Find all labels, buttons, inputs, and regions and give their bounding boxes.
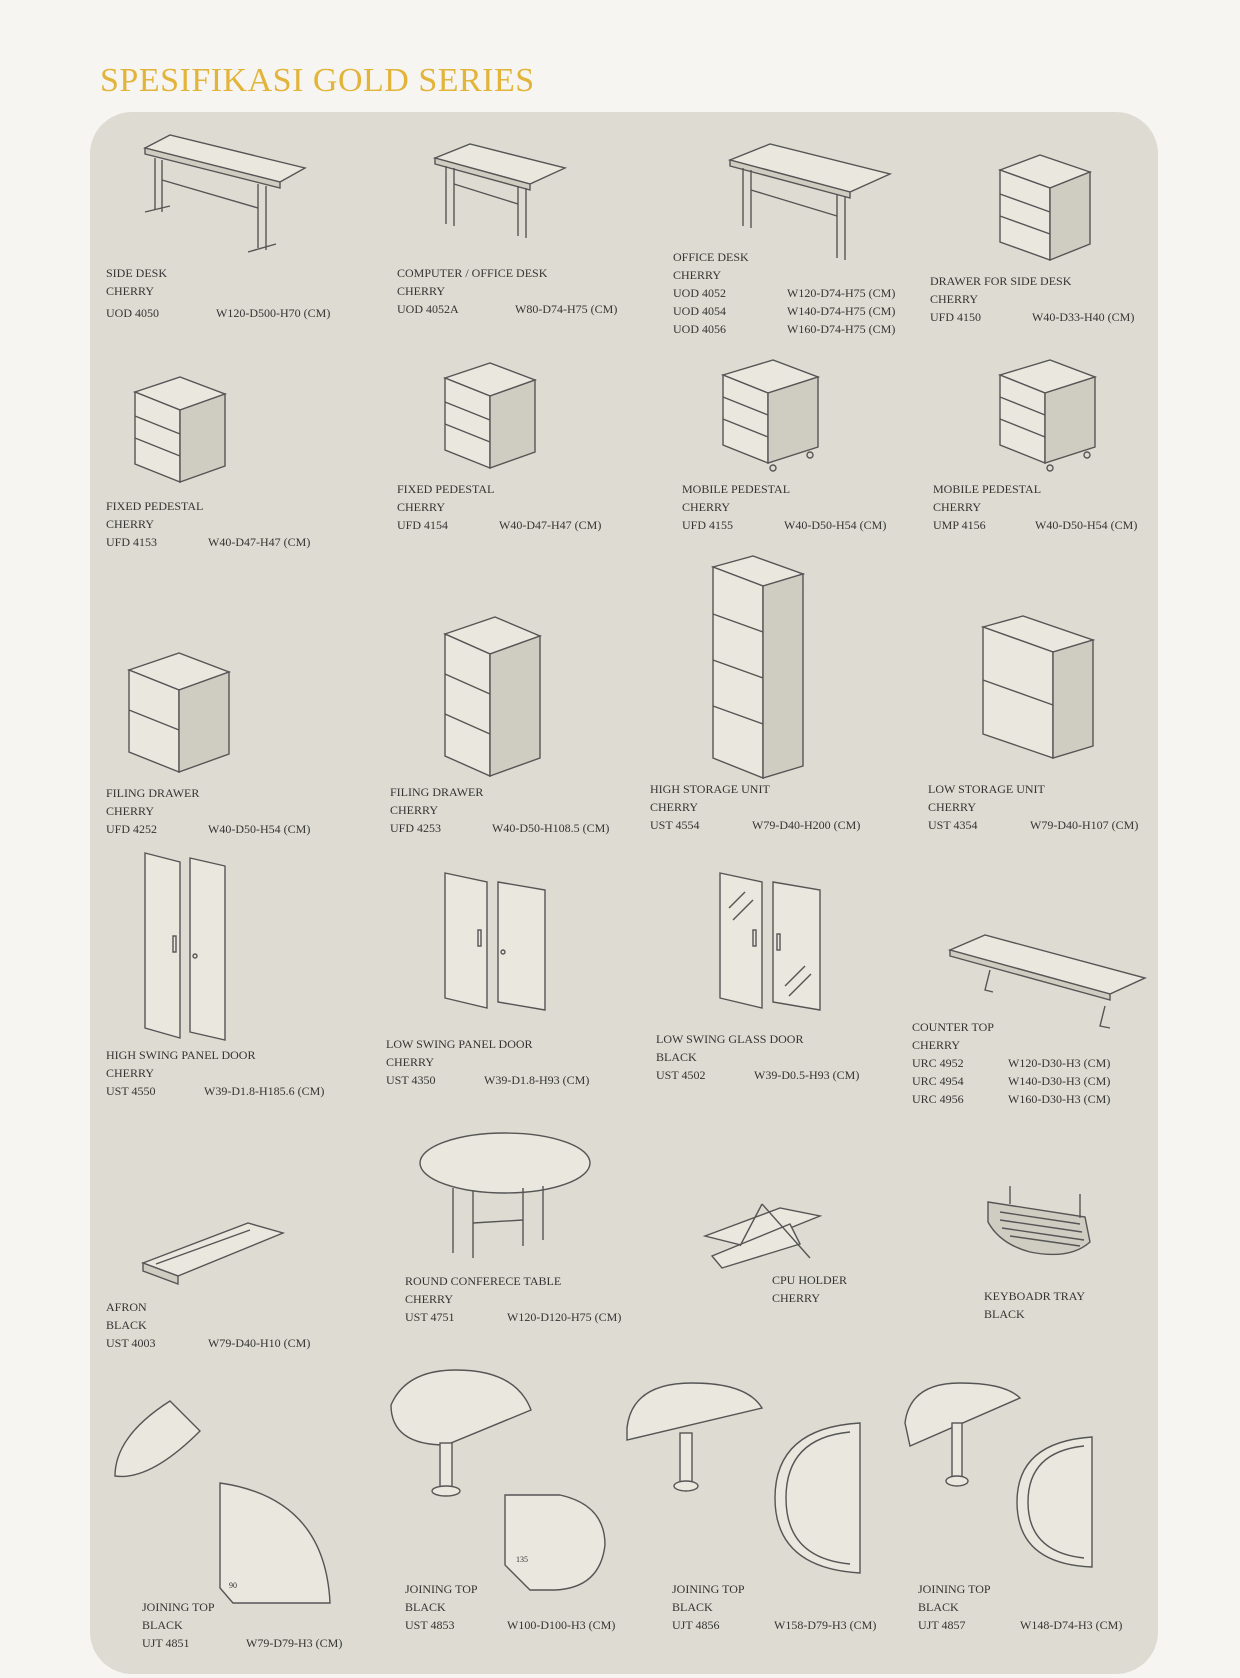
product-name: FIXED PEDESTAL <box>397 482 495 496</box>
product-dimensions: W40-D33-H40 (CM) <box>1032 310 1135 324</box>
product-dimensions: W39-D1.8-H185.6 (CM) <box>204 1084 325 1098</box>
product-code: UJT 4856 <box>672 1618 720 1632</box>
product-dimensions: W40-D47-H47 (CM) <box>499 518 602 532</box>
product-name: SIDE DESK <box>106 266 168 280</box>
product-finish: CHERRY <box>397 500 446 514</box>
product-finish: CHERRY <box>933 500 982 514</box>
product-caption <box>397 264 617 318</box>
product-finish: BLACK <box>672 1600 713 1614</box>
product-finish: CHERRY <box>650 800 699 814</box>
high-storage-unit-icon <box>708 552 808 782</box>
product-caption <box>106 1046 324 1100</box>
product-dimensions: W40-D50-H54 (CM) <box>1035 518 1138 532</box>
product-dimensions: W158-D79-H3 (CM) <box>774 1618 877 1632</box>
product-code: UFD 4155 <box>682 518 734 532</box>
joining-top-plan-icon <box>1012 1432 1097 1572</box>
product-dimensions: W40-D50-H54 (CM) <box>784 518 887 532</box>
product-name: ROUND CONFERECE TABLE <box>405 1274 562 1288</box>
product-finish: CHERRY <box>390 803 439 817</box>
product-code: UST 4502 <box>656 1068 706 1082</box>
product-caption <box>106 264 330 322</box>
product-code: UFD 4253 <box>390 821 442 835</box>
office-desk-icon <box>725 140 895 265</box>
side-drawer-icon <box>995 150 1095 265</box>
keyboard-tray-icon <box>980 1182 1110 1262</box>
joining-top-icon <box>386 1365 536 1500</box>
product-dimensions: W120-D30-H3 (CM) <box>1008 1056 1111 1070</box>
product-finish: BLACK <box>656 1050 697 1064</box>
cpu-holder-icon <box>700 1196 825 1271</box>
product-name: LOW STORAGE UNIT <box>928 782 1045 796</box>
product-caption <box>672 1580 876 1634</box>
product-caption <box>386 1035 589 1089</box>
product-caption <box>142 1598 342 1652</box>
product-finish: CHERRY <box>928 800 977 814</box>
product-finish: BLACK <box>106 1318 147 1332</box>
filing-drawer-icon <box>440 612 545 782</box>
product-name: DRAWER FOR SIDE DESK <box>930 274 1072 288</box>
product-code: UJT 4851 <box>142 1636 190 1650</box>
product-finish: CHERRY <box>673 268 722 282</box>
high-swing-door-icon <box>140 848 235 1043</box>
product-finish: CHERRY <box>397 284 446 298</box>
product-caption <box>405 1580 615 1634</box>
product-name: JOINING TOP <box>672 1582 745 1596</box>
product-name: FIXED PEDESTAL <box>106 499 204 513</box>
product-finish: CHERRY <box>106 517 155 531</box>
product-name: FILING DRAWER <box>390 785 484 799</box>
product-dimensions: W40-D47-H47 (CM) <box>208 535 311 549</box>
glass-door-icon <box>715 868 830 1013</box>
product-finish: CHERRY <box>106 804 155 818</box>
product-code: UJT 4857 <box>918 1618 966 1632</box>
angle-label: 90 <box>229 1581 237 1590</box>
product-dimensions: W79-D79-H3 (CM) <box>246 1636 343 1650</box>
angle-label: 135 <box>516 1555 528 1564</box>
joining-top-icon <box>110 1396 205 1486</box>
product-code: URC 4952 <box>912 1056 964 1070</box>
product-dimensions: W140-D30-H3 (CM) <box>1008 1074 1111 1088</box>
product-name: LOW SWING PANEL DOOR <box>386 1037 533 1051</box>
product-caption <box>912 1018 1110 1108</box>
product-finish: BLACK <box>984 1307 1025 1321</box>
mobile-pedestal-icon <box>718 355 823 475</box>
product-code: UFD 4150 <box>930 310 982 324</box>
product-name: FILING DRAWER <box>106 786 200 800</box>
product-name: COMPUTER / OFFICE DESK <box>397 266 548 280</box>
product-code: UOD 4052A <box>397 302 459 316</box>
product-name: AFRON <box>106 1300 147 1314</box>
product-name: JOINING TOP <box>918 1582 991 1596</box>
product-caption <box>673 248 895 338</box>
joining-top-plan-icon <box>770 1418 865 1578</box>
product-caption <box>682 480 886 534</box>
product-code: UST 4550 <box>106 1084 156 1098</box>
product-name: MOBILE PEDESTAL <box>682 482 791 496</box>
product-code: UOD 4054 <box>673 304 726 318</box>
side-desk-icon <box>140 130 310 260</box>
computer-desk-icon <box>430 140 570 240</box>
joining-top-icon <box>622 1378 767 1498</box>
product-name: HIGH STORAGE UNIT <box>650 782 770 796</box>
filing-drawer-icon <box>124 648 234 778</box>
product-finish: CHERRY <box>405 1292 454 1306</box>
product-code: UST 4853 <box>405 1618 455 1632</box>
round-table-icon <box>415 1128 595 1263</box>
page-title: SPESIFIKASI GOLD SERIES <box>100 62 535 99</box>
product-caption <box>650 780 860 834</box>
product-name: LOW SWING GLASS DOOR <box>656 1032 804 1046</box>
product-finish: CHERRY <box>772 1291 821 1305</box>
product-dimensions: W40-D50-H54 (CM) <box>208 822 311 836</box>
product-name: JOINING TOP <box>142 1600 215 1614</box>
product-code: UOD 4052 <box>673 286 726 300</box>
afron-icon <box>138 1218 288 1288</box>
fixed-pedestal-icon <box>440 358 540 473</box>
product-finish: BLACK <box>918 1600 959 1614</box>
product-finish: CHERRY <box>930 292 979 306</box>
counter-top-icon <box>945 930 1150 1030</box>
product-dimensions: W39-D1.8-H93 (CM) <box>484 1073 590 1087</box>
product-caption <box>928 780 1138 834</box>
product-finish: CHERRY <box>682 500 731 514</box>
product-code: UST 4554 <box>650 818 700 832</box>
product-name: CPU HOLDER <box>772 1273 848 1287</box>
product-caption <box>106 784 310 838</box>
product-name: COUNTER TOP <box>912 1020 994 1034</box>
joining-top-plan-icon <box>215 1478 335 1608</box>
product-dimensions: W39-D0.5-H93 (CM) <box>754 1068 860 1082</box>
product-dimensions: W79-D40-H10 (CM) <box>208 1336 311 1350</box>
product-dimensions: W160-D74-H75 (CM) <box>787 322 896 336</box>
product-name: JOINING TOP <box>405 1582 478 1596</box>
product-name: MOBILE PEDESTAL <box>933 482 1042 496</box>
product-code: UFD 4252 <box>106 822 158 836</box>
product-finish: CHERRY <box>106 1066 155 1080</box>
mobile-pedestal-icon <box>995 355 1100 475</box>
product-caption <box>397 480 601 534</box>
product-code: UFD 4153 <box>106 535 158 549</box>
product-code: UST 4751 <box>405 1310 455 1324</box>
low-storage-unit-icon <box>978 612 1098 762</box>
product-finish: BLACK <box>405 1600 446 1614</box>
product-dimensions: W40-D50-H108.5 (CM) <box>492 821 610 835</box>
product-dimensions: W160-D30-H3 (CM) <box>1008 1092 1111 1106</box>
product-dimensions: W120-D74-H75 (CM) <box>787 286 896 300</box>
product-code: UST 4354 <box>928 818 978 832</box>
product-caption <box>918 1580 1122 1634</box>
product-name: HIGH SWING PANEL DOOR <box>106 1048 256 1062</box>
product-code: UST 4350 <box>386 1073 436 1087</box>
product-dimensions: W79-D40-H107 (CM) <box>1030 818 1139 832</box>
product-finish: BLACK <box>142 1618 183 1632</box>
product-code: UFD 4154 <box>397 518 449 532</box>
low-swing-door-icon <box>440 868 555 1013</box>
product-dimensions: W120-D500-H70 (CM) <box>216 306 331 320</box>
product-caption <box>772 1271 847 1307</box>
product-dimensions: W148-D74-H3 (CM) <box>1020 1618 1123 1632</box>
product-dimensions: W79-D40-H200 (CM) <box>752 818 861 832</box>
product-dimensions: W80-D74-H75 (CM) <box>515 302 618 316</box>
product-name: OFFICE DESK <box>673 250 749 264</box>
product-dimensions: W120-D120-H75 (CM) <box>507 1310 622 1324</box>
product-code: UMP 4156 <box>933 518 986 532</box>
product-caption <box>405 1272 621 1326</box>
product-caption <box>930 272 1134 326</box>
product-dimensions: W140-D74-H75 (CM) <box>787 304 896 318</box>
product-caption <box>656 1030 859 1084</box>
product-code: URC 4954 <box>912 1074 964 1088</box>
product-finish: CHERRY <box>386 1055 435 1069</box>
product-finish: CHERRY <box>106 284 155 298</box>
product-dimensions: W100-D100-H3 (CM) <box>507 1618 616 1632</box>
product-code: UST 4003 <box>106 1336 156 1350</box>
product-name: KEYBOADR TRAY <box>984 1289 1086 1303</box>
product-caption <box>933 480 1137 534</box>
product-caption <box>106 1298 310 1352</box>
product-code: UOD 4050 <box>106 306 159 320</box>
product-caption <box>390 783 609 837</box>
product-code: UOD 4056 <box>673 322 726 336</box>
joining-top-icon <box>900 1378 1025 1493</box>
product-caption <box>984 1287 1085 1323</box>
product-code: URC 4956 <box>912 1092 964 1106</box>
product-finish: CHERRY <box>912 1038 961 1052</box>
fixed-pedestal-icon <box>130 372 230 487</box>
product-caption <box>106 497 310 551</box>
